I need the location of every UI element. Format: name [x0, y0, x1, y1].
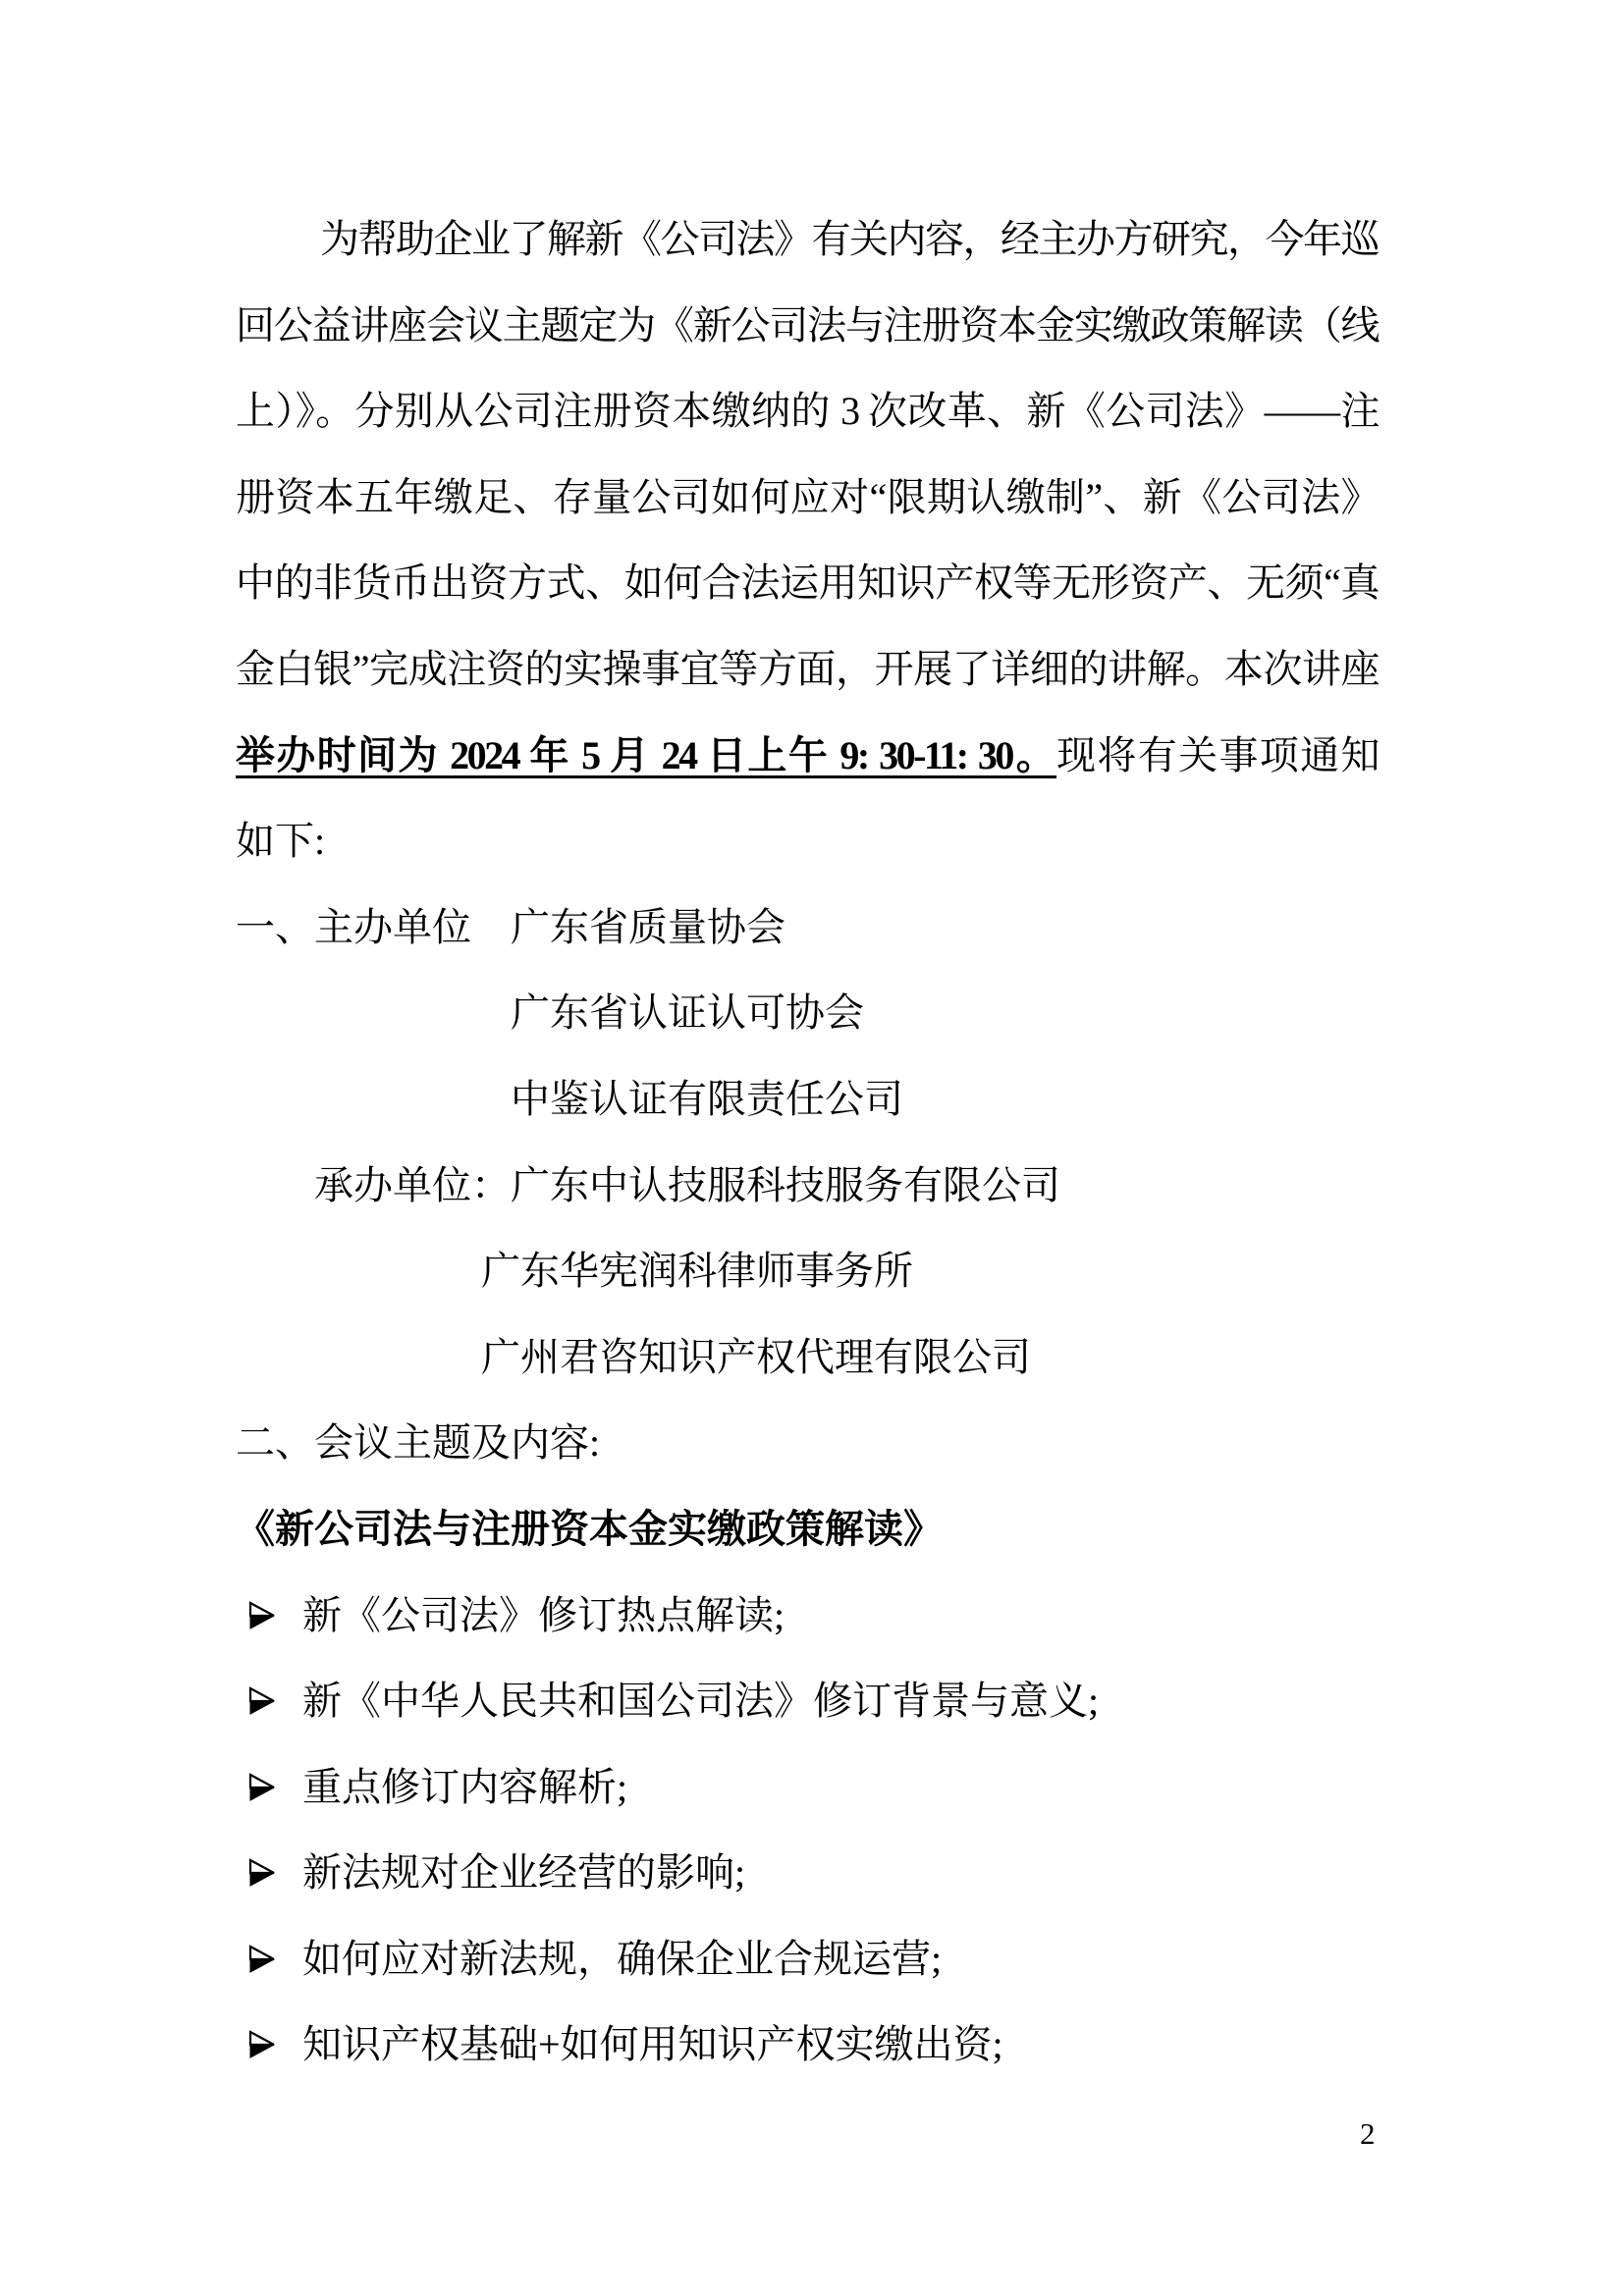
bullet-text: 新法规对企业经营的影响; [302, 1850, 746, 1896]
arrow-bullet-icon [247, 1575, 277, 1607]
bullet-item [236, 1573, 1378, 1659]
bullet-text: 新《公司法》修订热点解读; [302, 1592, 785, 1637]
bullet-item [236, 1744, 1378, 1831]
arrow-bullet-icon [247, 1747, 277, 1779]
bullet-item [236, 1830, 1378, 1916]
paragraph-line: 册资本五年缴足、存量公司如何应对“限期认缴制”、新《公司法》 [236, 474, 1378, 519]
co-organizer-name: 广州君咨知识产权代理有限公司 [481, 1334, 1031, 1379]
paragraph-line: 上）》。分别从公司注册资本缴纳的 3 次改革、新《公司法》——注 [236, 389, 1378, 434]
bullet-text: 如何应对新法规，确保企业合规运营; [302, 1936, 943, 1981]
co-organizer-name: 广东华宪润科律师事务所 [481, 1249, 913, 1294]
paragraph-line: 中的非货币出资方式、如何合法运用知识产权等无形资产、无须“真 [236, 561, 1378, 606]
bullet-item [236, 1916, 1378, 2002]
page-number: 2 [1360, 2116, 1376, 2151]
seminar-time-rest: 现将有关事项通知 [1056, 732, 1378, 777]
section-heading-topic: 二、会议主题及内容: [236, 1420, 601, 1466]
paragraph-line: 金白银”完成注资的实操事宜等方面，开展了详细的讲解。本次讲座 [236, 646, 1378, 691]
paragraph-line: 回公益讲座会议主题定为《新公司法与注册资本金实缴政策解读（线 [236, 302, 1378, 347]
host-organizer-name: 中鉴认证有限责任公司 [511, 1076, 903, 1121]
bullet-text: 知识产权基础+如何用知识产权实缴出资; [302, 2022, 1003, 2067]
arrow-bullet-icon [247, 1661, 277, 1692]
host-organizer-name: 广东省认证认可协会 [511, 990, 864, 1036]
bullet-item [236, 2002, 1378, 2088]
bullet-text: 新《中华人民共和国公司法》修订背景与意义; [302, 1679, 1100, 1724]
arrow-bullet-icon [247, 2004, 277, 2036]
bullet-item [236, 1658, 1378, 1744]
arrow-bullet-icon [247, 1833, 277, 1864]
paragraph-line-seminar-time [236, 713, 1378, 799]
seminar-time-emphasis: 举办时间为 2024 年 5 月 24 日上午 9: 30-11: 30。 [236, 732, 1057, 777]
paragraph-line: 如下: [236, 819, 326, 864]
host-organizer-heading: 一、主办单位 广东省质量协会 [236, 904, 785, 949]
paragraph-line: 为帮助企业了解新《公司法》有关内容，经主办方研究，今年巡 [320, 217, 1378, 261]
seminar-title: 《新公司法与注册资本金实缴政策解读》 [236, 1506, 943, 1551]
co-organizer-heading: 承办单位：广东中认技服科技服务有限公司 [314, 1162, 1060, 1207]
arrow-bullet-icon [247, 1919, 277, 1950]
document-body [236, 196, 1378, 2088]
bullet-text: 重点修订内容解析; [302, 1764, 628, 1809]
